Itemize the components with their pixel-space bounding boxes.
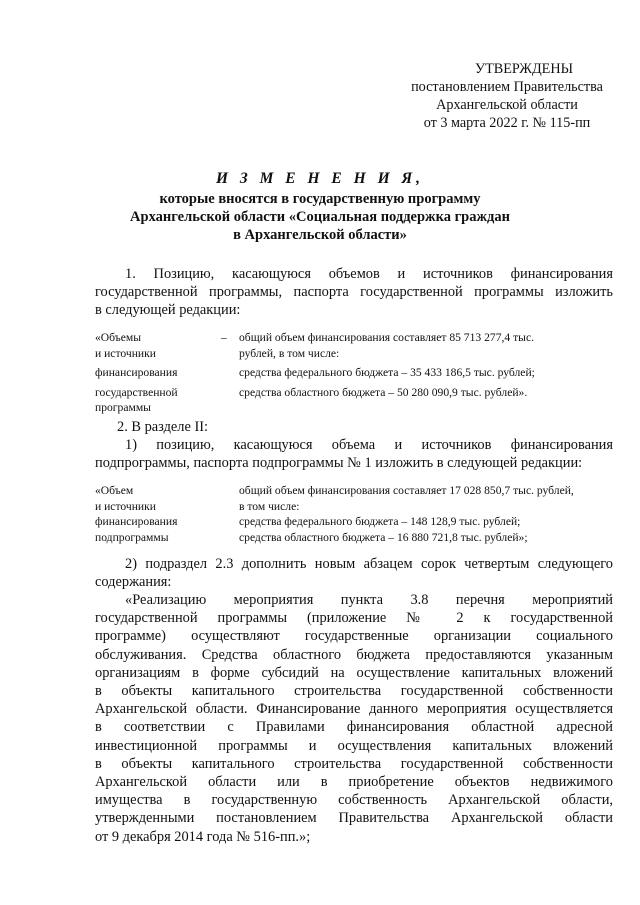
approval-line: постановлением Правительства — [411, 79, 603, 95]
table-row — [95, 365, 615, 381]
text-line: государственной программы (приложение № 2 к государственной — [95, 610, 613, 627]
text-line: Архангельской области. Финансирование данного мероприятия осуществляется — [95, 701, 613, 718]
table-row — [95, 400, 615, 416]
table-value: рублей, в том числе: — [239, 346, 340, 360]
text-line: 2. В разделе II: — [117, 419, 209, 435]
table-row — [95, 330, 615, 346]
title-line: которые вносятся в государственную программу — [159, 191, 481, 207]
text-line: Архангельской области или в приобретение объектов недвижимого — [95, 774, 613, 791]
approval-line: от 3 марта 2022 г. № 115-пп — [423, 115, 591, 131]
text-line: «Реализацию мероприятия пункта 3.8 перечня мероприятий — [125, 592, 613, 608]
text-line: организациям в форме субсидий на осуществление капитальных вложений — [95, 664, 613, 681]
text-line: в соответствии с Правилами финансирования областной адресной — [95, 719, 613, 736]
title-line: Архангельской области «Социальная поддержка граждан — [130, 209, 510, 225]
table-label: подпрограммы — [95, 530, 169, 544]
text-line: программе) осуществляют государственные организации социального — [95, 628, 613, 645]
table-label: государственной — [95, 385, 178, 399]
table-dash: – — [221, 331, 227, 344]
item-2-sub-2-paragraph — [95, 555, 613, 591]
table-label: «Объемы — [95, 331, 142, 344]
text-line: обслуживания. Средства областного бюджета предоставляются указанным — [95, 646, 613, 663]
text-line: 1. Позицию, касающуюся объемов и источников финансирования — [125, 266, 613, 282]
text-line: в следующей редакции: — [95, 302, 241, 319]
table-row — [95, 514, 615, 530]
text-line: от 9 декабря 2014 года № 516-пп.»; — [95, 828, 311, 845]
text-line: имущества в государственную собственность Архангельской области, — [95, 792, 613, 809]
table-label: финансирования — [95, 366, 178, 379]
table-value: средства областного бюджета – 16 880 721,8 тыс. рублей»; — [239, 530, 528, 544]
title-line: в Архангельской области» — [233, 227, 407, 243]
table-row — [95, 530, 615, 546]
financing-table-1 — [95, 330, 615, 416]
approval-block — [392, 60, 622, 132]
table-value: средства федерального бюджета – 148 128,9 тыс. рублей; — [239, 515, 521, 528]
text-line: государственной программы, паспорта государственной программы изложить — [95, 284, 613, 301]
table-row — [95, 346, 615, 362]
text-line: 1) позицию, касающуюся объема и источников финансирования — [125, 437, 613, 454]
table-value: в том числе: — [239, 499, 300, 513]
table-value: средства областного бюджета – 50 280 090,9 тыс. рублей». — [239, 385, 528, 399]
table-value: общий объем финансирования составляет 85 713 277,4 тыс. — [239, 331, 534, 344]
text-line: 2) подраздел 2.3 дополнить новым абзацем сорок четвертым следующего — [125, 556, 613, 572]
table-value: общий объем финансирования составляет 17 028 850,7 тыс. рублей, — [239, 484, 574, 497]
table-label: и источники — [95, 499, 156, 513]
item-2-paragraph — [95, 418, 613, 473]
financing-table-2 — [95, 483, 615, 545]
table-row — [95, 385, 615, 401]
table-label: и источники — [95, 346, 156, 360]
approval-line: Архангельской области — [436, 97, 578, 113]
text-line: содержания: — [95, 574, 172, 591]
item-1-paragraph — [95, 265, 613, 320]
text-line: инвестиционной программы и осуществления капитальных вложений — [95, 737, 613, 754]
table-label: финансирования — [95, 515, 178, 528]
table-row — [95, 499, 615, 515]
document-title — [80, 170, 560, 244]
approval-line: УТВЕРЖДЕНЫ — [475, 61, 573, 77]
table-label: программы — [95, 401, 151, 414]
table-value — [239, 400, 615, 416]
quoted-paragraph — [95, 591, 613, 846]
table-value: средства федерального бюджета – 35 433 186,5 тыс. рублей; — [239, 366, 535, 379]
text-line: утвержденными постановлением Правительства Архангельской области — [95, 810, 613, 827]
title-heading: И З М Е Н Е Н И Я, — [215, 170, 425, 187]
text-line: подпрограммы, паспорта подпрограммы № 1 изложить в следующей редакции: — [95, 455, 583, 472]
table-row — [95, 483, 615, 499]
table-label: «Объем — [95, 484, 134, 497]
text-line: в объекты капитального строительства государственной собственности — [95, 755, 613, 772]
text-line: в объекты капитального строительства государственной собственности — [95, 683, 613, 700]
